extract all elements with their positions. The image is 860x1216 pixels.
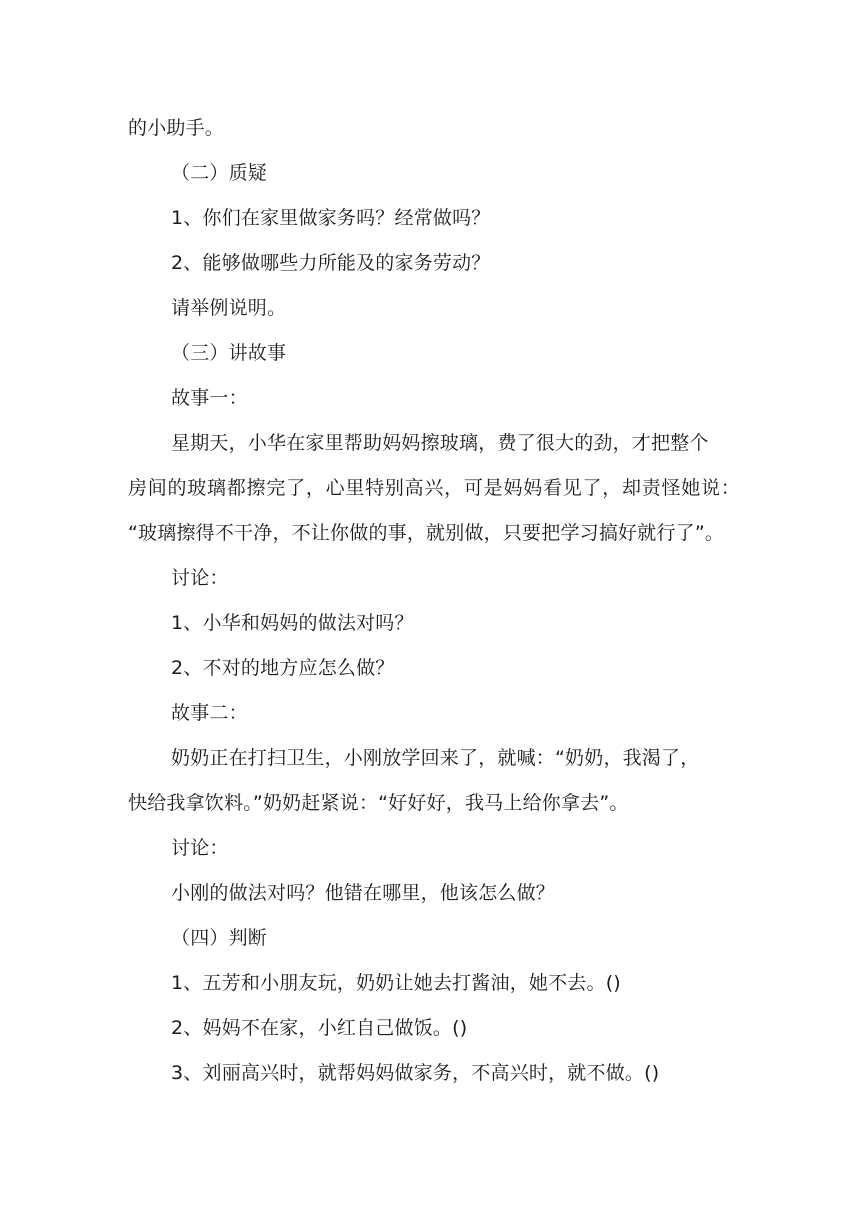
discussion-1-question-1: 1、小华和妈妈的做法对吗？: [171, 612, 414, 634]
discussion-label-2: 讨论：: [171, 837, 229, 859]
text-line-continuation: 的小助手。: [128, 117, 225, 139]
judgement-item-3: 3、刘丽高兴时，就帮妈妈做家务，不高兴时，就不做。(): [171, 1062, 660, 1084]
question-2: 2、能够做哪些力所能及的家务劳动？: [171, 252, 491, 274]
story-one-line-2: 房间的玻璃都擦完了，心里特别高兴，可是妈妈看见了，却责怪她说：: [128, 477, 740, 499]
judgement-item-1: 1、五芳和小朋友玩，奶奶让她去打酱油，她不去。(): [171, 972, 621, 994]
story-one-title: 故事一：: [171, 387, 248, 409]
story-one-line-1: 星期天，小华在家里帮助妈妈擦玻璃，费了很大的劲，才把整个: [171, 432, 709, 454]
discussion-2-question: 小刚的做法对吗？他错在哪里，他该怎么做？: [171, 882, 556, 904]
story-two-line-2: 快给我拿饮料。”奶奶赶紧说：“好好好，我马上给你拿去”。: [128, 792, 629, 814]
story-two-title: 故事二：: [171, 702, 248, 724]
section-heading-questioning: （二）质疑: [171, 162, 268, 184]
judgement-item-2: 2、妈妈不在家，小红自己做饭。(): [171, 1017, 468, 1039]
section-heading-judgement: （四）判断: [171, 927, 268, 949]
question-1: 1、你们在家里做家务吗？经常做吗？: [171, 207, 491, 229]
discussion-label-1: 讨论：: [171, 567, 229, 589]
discussion-1-question-2: 2、不对的地方应怎么做？: [171, 657, 395, 679]
story-one-line-3: “玻璃擦得不干净，不让你做的事，就别做，只要把学习搞好就行了”。: [128, 522, 725, 544]
section-heading-story: （三）讲故事: [171, 342, 287, 364]
example-prompt: 请举例说明。: [171, 297, 287, 319]
story-two-line-1: 奶奶正在打扫卫生，小刚放学回来了，就喊：“奶奶，我渴了，: [171, 747, 700, 769]
